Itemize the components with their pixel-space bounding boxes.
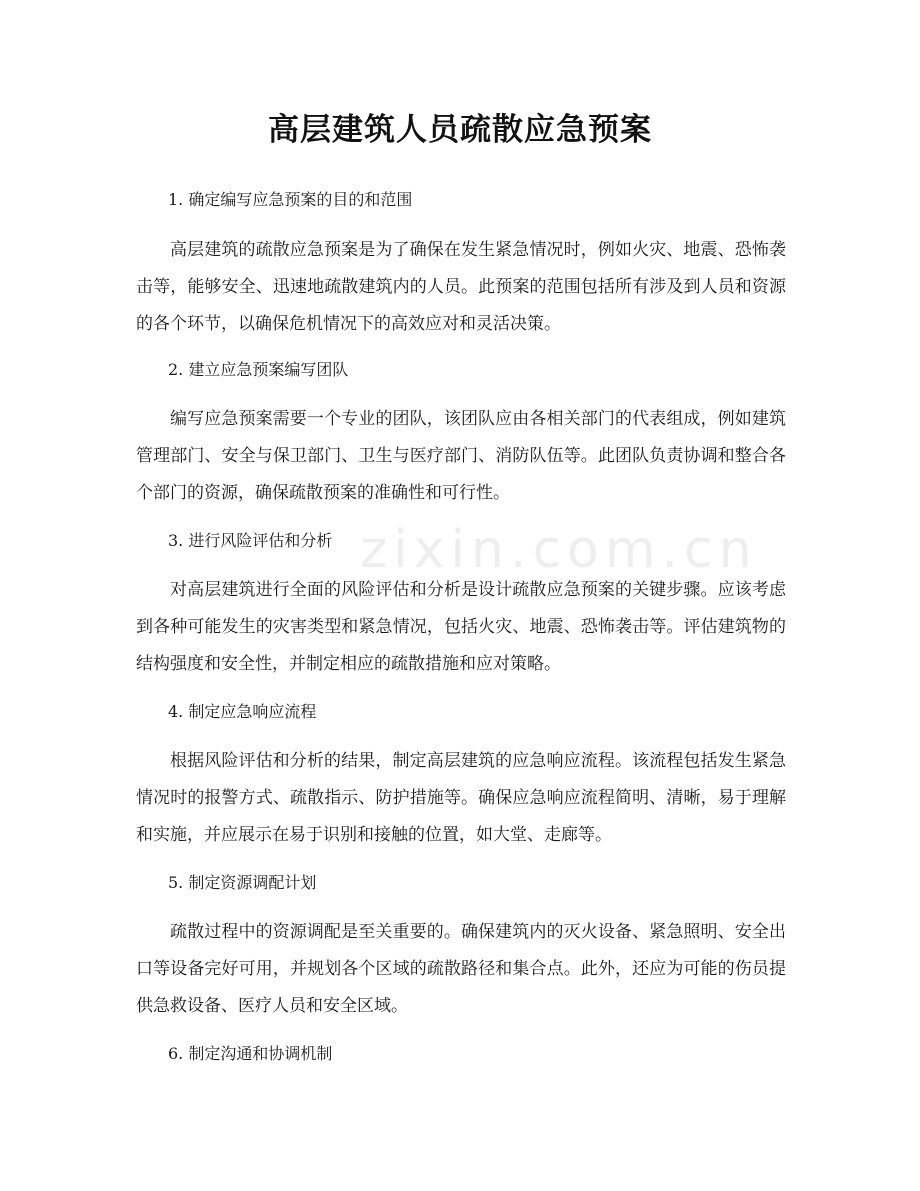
document-title: 高层建筑人员疏散应急预案 xyxy=(268,112,652,148)
section-heading-4: 4. 制定应急响应流程 xyxy=(168,702,317,721)
section-heading-6: 6. 制定沟通和协调机制 xyxy=(168,1044,333,1063)
section-body-5: 疏散过程中的资源调配是至关重要的。确保建筑内的灭火设备、紧急照明、安全出口等设备完好可用，并规划各个区域的疏散路径和集合点。此外，还应为可能的伤员提供急救设备、医疗人员和安全区域。 xyxy=(136,922,786,1016)
section-heading-3: 3. 进行风险评估和分析 xyxy=(168,531,333,550)
section-heading-1: 1. 确定编写应急预案的目的和范围 xyxy=(168,190,413,209)
section-body-3: 对高层建筑进行全面的风险评估和分析是设计疏散应急预案的关键步骤。应该考虑到各种可能发生的灾害类型和紧急情况，包括火灾、地震、恐怖袭击等。评估建筑物的结构强度和安全性，并制定相应的疏散措施和应对策略。 xyxy=(136,580,786,674)
watermark: zixin.com.cn xyxy=(360,520,758,580)
section-heading-5: 5. 制定资源调配计划 xyxy=(168,873,317,892)
section-heading-2: 2. 建立应急预案编写团队 xyxy=(168,360,349,379)
section-body-1: 高层建筑的疏散应急预案是为了确保在发生紧急情况时，例如火灾、地震、恐怖袭击等，能够安全、迅速地疏散建筑内的人员。此预案的范围包括所有涉及到人员和资源的各个环节，以确保危机情况下的高效应对和灵活决策。 xyxy=(136,240,786,334)
section-body-2: 编写应急预案需要一个专业的团队，该团队应由各相关部门的代表组成，例如建筑管理部门、安全与保卫部门、卫生与医疗部门、消防队伍等。此团队负责协调和整合各个部门的资源，确保疏散预案的准确性和可行性。 xyxy=(136,409,786,503)
section-body-4: 根据风险评估和分析的结果，制定高层建筑的应急响应流程。该流程包括发生紧急情况时的报警方式、疏散指示、防护措施等。确保应急响应流程简明、清晰，易于理解和实施，并应展示在易于识别和接触的位置，如大堂、走廊等。 xyxy=(136,751,786,845)
